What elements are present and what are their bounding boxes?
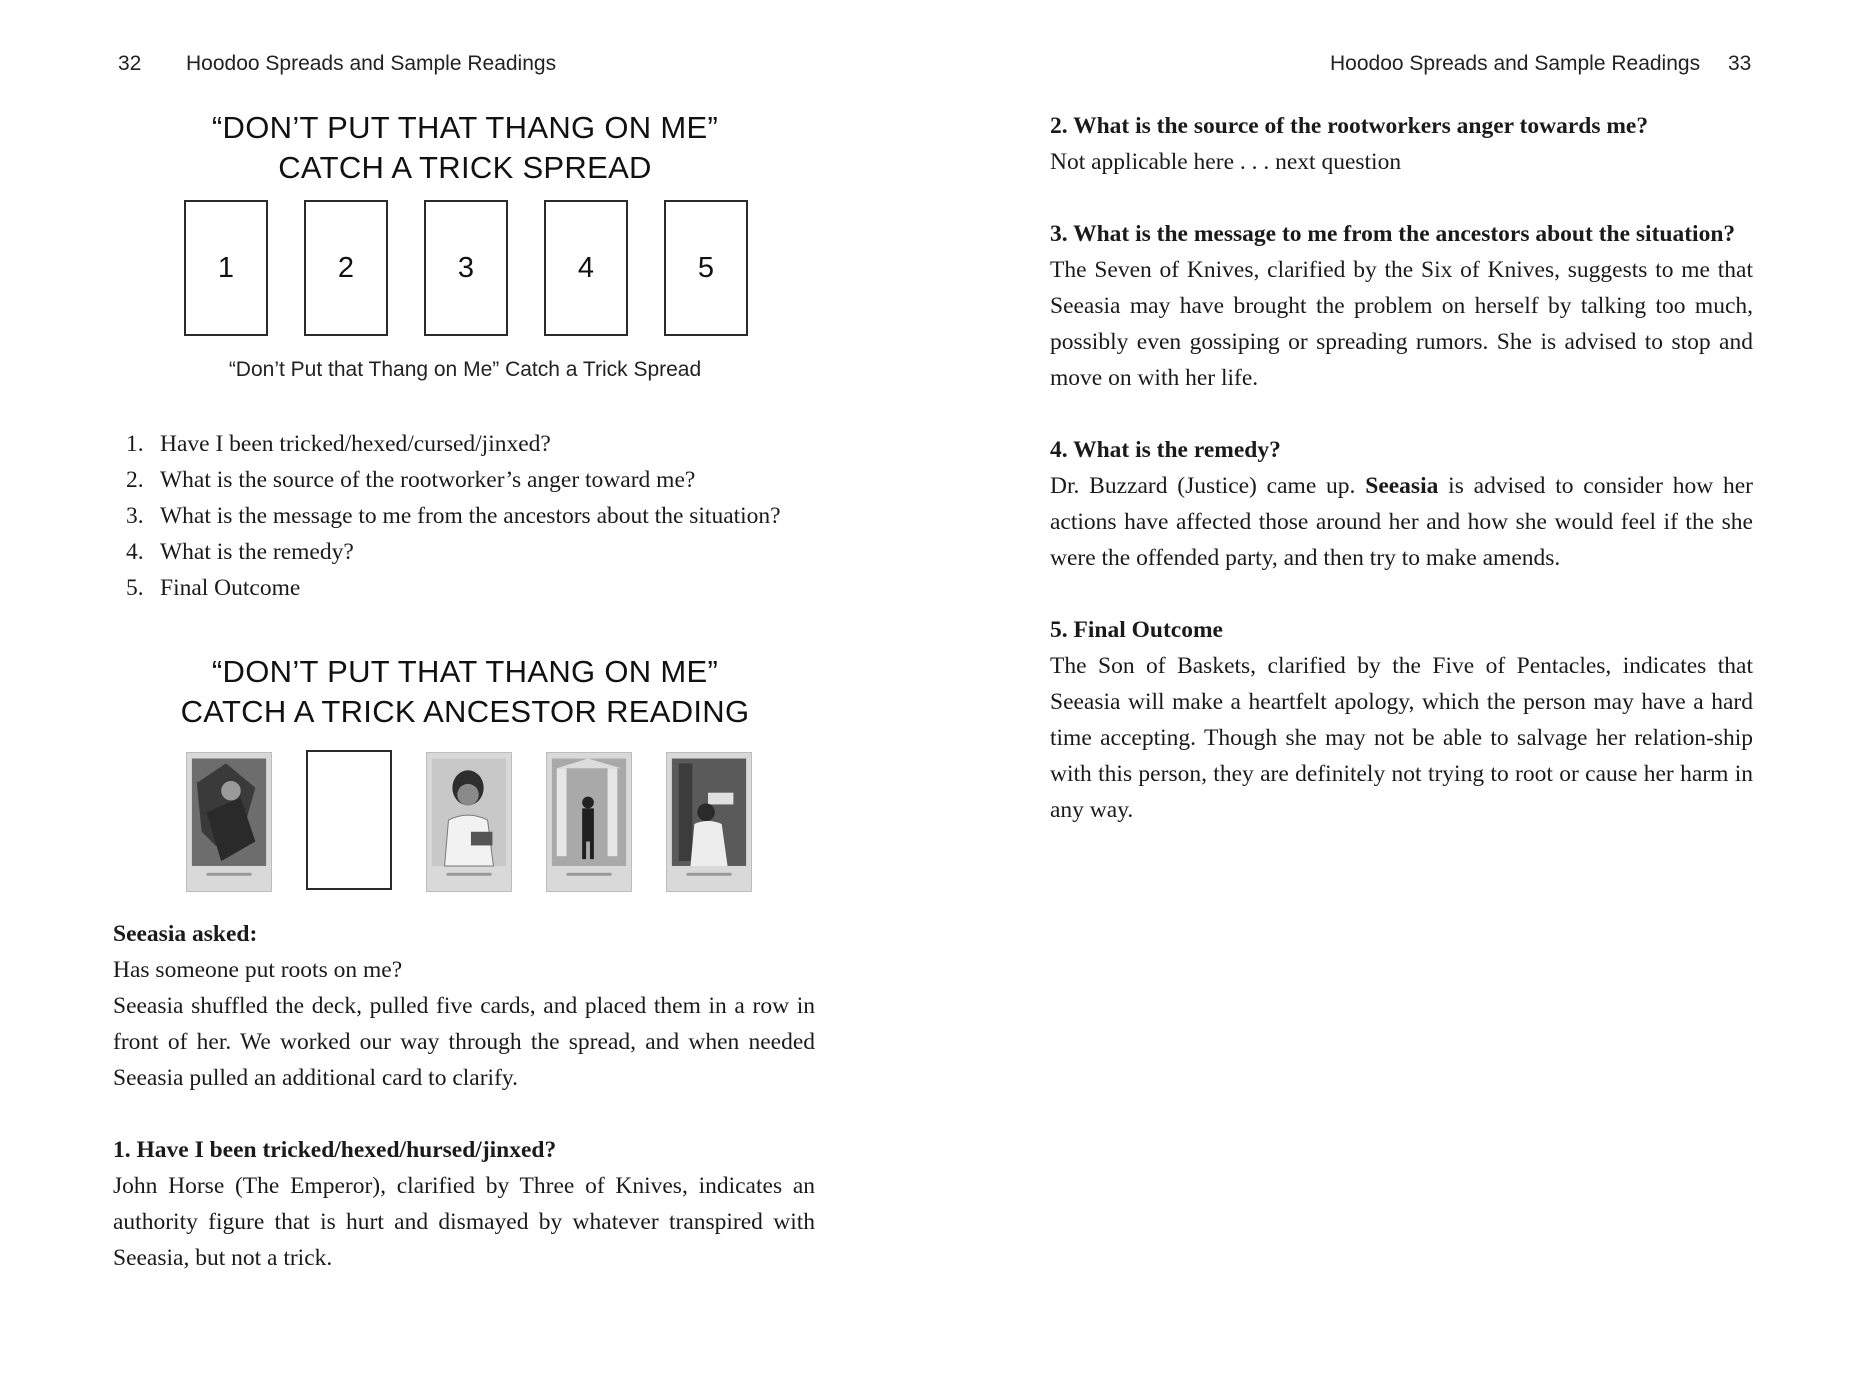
answer4-text: Dr. Buzzard (Justice) came up. Seeasia is advised to consider how her actions have affected those around her and how she would feel if the she were the offended party, and then try to make amends.: [1050, 473, 1754, 571]
question-list: [126, 426, 846, 606]
right-running-head: Hoodoo Spreads and Sample Readings: [1330, 52, 1701, 75]
answer2-text: Not applicable here . . . next question: [1050, 149, 1402, 175]
reading-title-line1: “DON’T PUT THAT THANG ON ME”: [211, 654, 719, 689]
reading-title: [150, 652, 780, 732]
left-page-number: 32: [118, 52, 142, 75]
card-seven-of-knives-image: [426, 752, 512, 892]
list-item: 1. Have I been tricked/hexed/cursed/jinxed?: [126, 431, 551, 457]
answer1-heading: 1. Have I been tricked/hexed/hursed/jinxed?: [113, 1137, 557, 1163]
spread-card-4: 4: [544, 200, 628, 336]
card-john-horse-image: [186, 752, 272, 892]
card-blank: [306, 750, 392, 890]
intro-paragraph: Seeasia shuffled the deck, pulled five cards, and placed them in a row in front of her. We worked our way through the spread, and when needed Seeasia pulled an additional card to clarify.: [113, 993, 815, 1091]
answer4-name: Seeasia: [1365, 473, 1439, 499]
list-item: 4. What is the remedy?: [126, 539, 354, 565]
list-item: 5. Final Outcome: [126, 575, 301, 601]
answer1-text: John Horse (The Emperor), clarified by Three of Knives, indicates an authority figure that is hurt and dismayed by whatever transpired with Seeasia, but not a trick.: [113, 1173, 815, 1271]
answer3-heading: 3. What is the message to me from the ancestors about the situation?: [1050, 221, 1736, 247]
answer4-heading: 4. What is the remedy?: [1050, 437, 1281, 463]
reading-title-line2: CATCH A TRICK ANCESTOR READING: [180, 694, 750, 729]
answer5-heading: 5. Final Outcome: [1050, 617, 1223, 643]
card-dr-buzzard-image: [546, 752, 632, 892]
spread-title-line1: “DON’T PUT THAT THANG ON ME”: [211, 110, 719, 145]
answer3-text: The Seven of Knives, clarified by the Six of Knives, suggests to me that Seeasia may have brought the problem on herself by talking too much, possibly even gossiping or spreading rumors. She is advised to stop and move on with her life.: [1050, 257, 1753, 391]
card-son-of-baskets-image: [666, 752, 752, 892]
answer2-heading: 2. What is the source of the rootworkers anger towards me?: [1050, 113, 1649, 139]
spread-card-5: 5: [664, 200, 748, 336]
asked-question: Has someone put roots on me?: [113, 957, 403, 983]
right-body: [1050, 108, 1753, 828]
asked-heading: Seeasia asked:: [113, 921, 258, 947]
right-page-number: 33: [1728, 52, 1752, 75]
list-item: 2. What is the source of the rootworker’s anger toward me?: [126, 467, 696, 493]
left-body: [113, 916, 815, 1276]
spread-caption: “Don’t Put that Thang on Me” Catch a Trick Spread: [228, 358, 702, 381]
spread-title-line2: CATCH A TRICK SPREAD: [278, 150, 652, 185]
spread-card-3: 3: [424, 200, 508, 336]
spread-card-1: 1: [184, 200, 268, 336]
spread-card-2: 2: [304, 200, 388, 336]
list-item: 3. What is the message to me from the ancestors about the situation?: [126, 503, 781, 529]
left-running-head: Hoodoo Spreads and Sample Readings: [186, 52, 557, 75]
spread-title: [150, 108, 780, 188]
answer5-text: The Son of Baskets, clarified by the Five of Pentacles, indicates that Seeasia will make a heartfelt apology, which the person may have a hard time accepting. Though she may not be able to salvage her relation-ship with this person, they are definitely not trying to root or cause her harm in any way.: [1050, 653, 1753, 823]
